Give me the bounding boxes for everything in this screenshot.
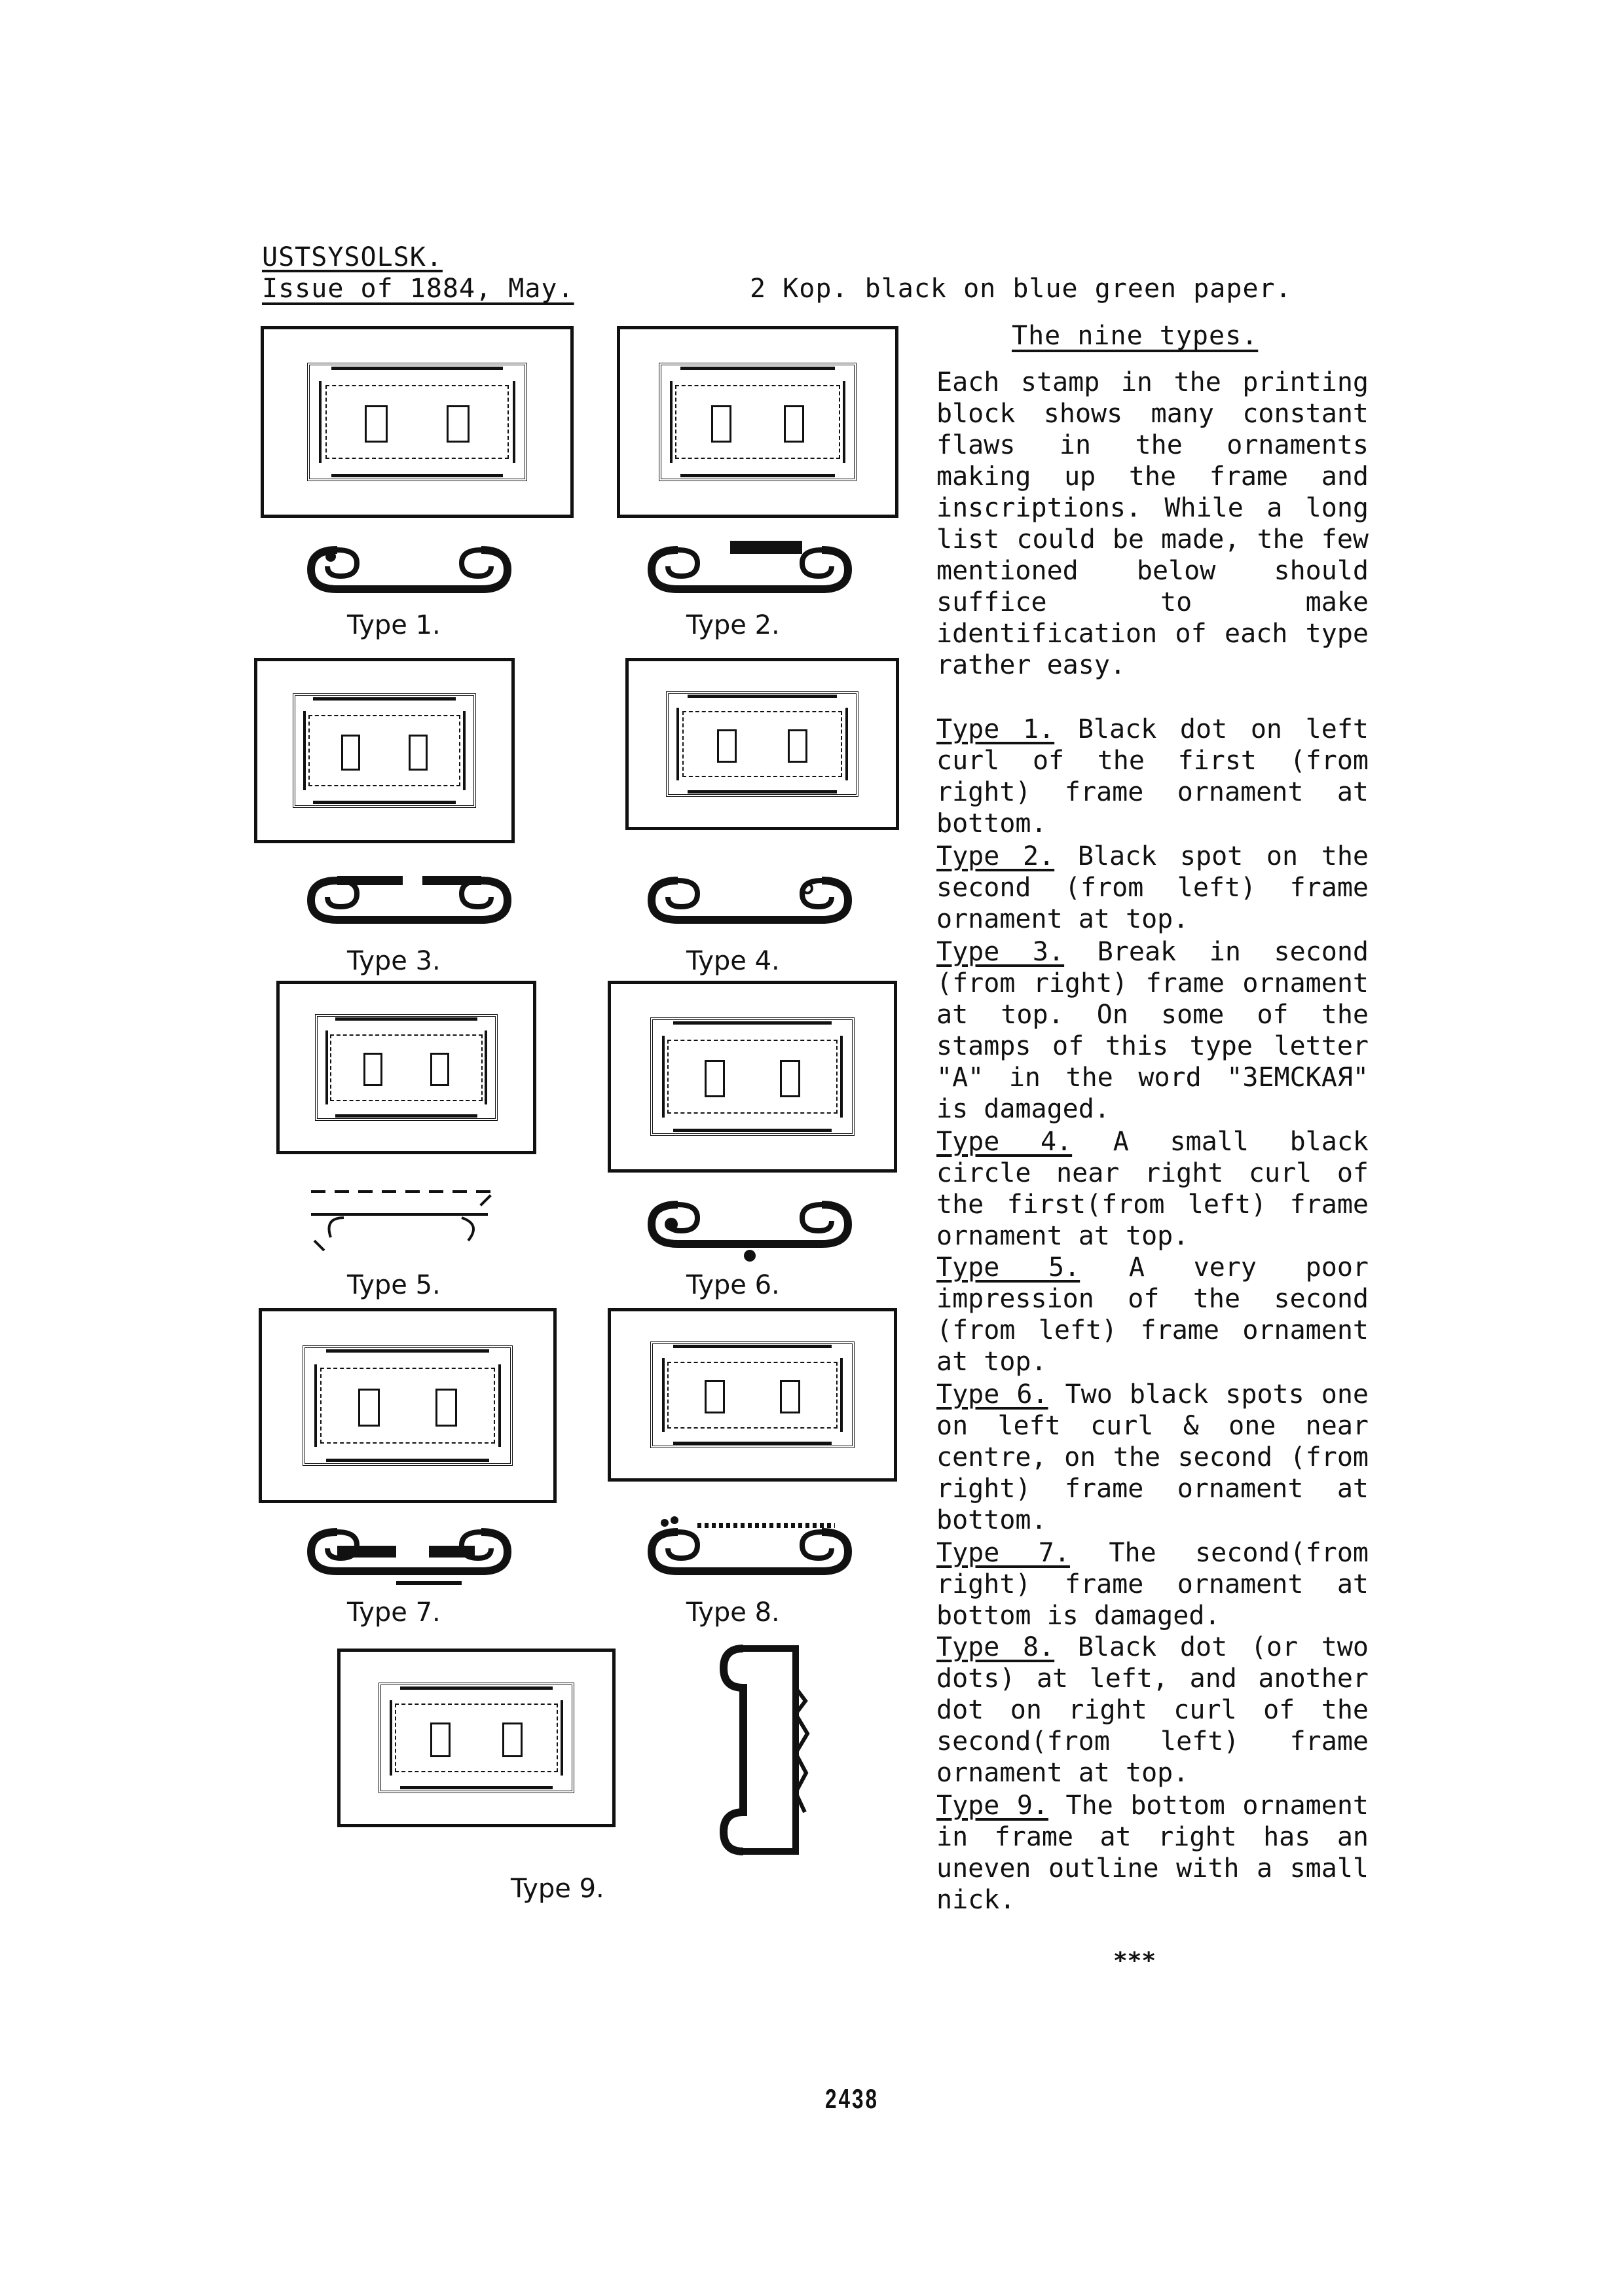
type-5-text: A very poor impression of the second (from left) frame ornament at top. bbox=[936, 1252, 1369, 1377]
ornament-type-8 bbox=[638, 1506, 861, 1597]
stamp-image-type-5 bbox=[276, 981, 536, 1154]
type-2-heading: Type 2. bbox=[936, 841, 1055, 871]
stamp-image-type-2 bbox=[617, 326, 898, 518]
type-1-description bbox=[936, 714, 1369, 839]
type-9-text: The bottom ornament in frame at right has an uneven outline with a small nick. bbox=[936, 1791, 1369, 1915]
caption-type-8: Type 8. bbox=[686, 1597, 780, 1628]
ornament-type-9 bbox=[717, 1629, 815, 1865]
stamp-image-type-3 bbox=[254, 658, 515, 843]
type-8-description bbox=[936, 1631, 1369, 1789]
type-1-text: Black dot on left curl of the first (from right) frame ornament at bottom. bbox=[936, 714, 1369, 839]
article-title: USTSYSOLSK. bbox=[262, 242, 443, 272]
type-6-description bbox=[936, 1379, 1369, 1536]
caption-type-3: Type 3. bbox=[347, 946, 441, 976]
caption-type-4: Type 4. bbox=[686, 946, 780, 976]
type-5-heading: Type 5. bbox=[936, 1252, 1080, 1283]
type-6-text: Two black spots one on left curl & one near centre, on the second (from right) frame ornament at bottom. bbox=[936, 1379, 1369, 1535]
caption-type-1: Type 1. bbox=[347, 610, 441, 640]
type-7-heading: Type 7. bbox=[936, 1538, 1070, 1568]
type-7-description bbox=[936, 1537, 1369, 1631]
issue-date: Issue of 1884, May. bbox=[262, 274, 574, 304]
type-8-text: Black dot (or two dots) at left, and another dot on right curl of the second(from left) frame ornament at top. bbox=[936, 1632, 1369, 1788]
type-3-description bbox=[936, 936, 1369, 1125]
type-6-heading: Type 6. bbox=[936, 1379, 1048, 1410]
type-4-text: A small black circle near right curl of the first(from left) frame ornament at top. bbox=[936, 1127, 1369, 1251]
type-1-heading: Type 1. bbox=[936, 714, 1055, 744]
type-4-description bbox=[936, 1126, 1369, 1252]
stamp-image-type-1 bbox=[261, 326, 574, 518]
intro-text: Each stamp in the printing block shows many constant flaws in the ornaments making up the frame and inscriptions. While a long list could be made, the few mentioned below should suffice to make identification of each type rather easy. bbox=[936, 367, 1369, 680]
stamp-image-type-4 bbox=[625, 658, 899, 830]
intro-paragraph bbox=[936, 367, 1369, 681]
type-7-text: The second(from right) frame ornament at bottom is damaged. bbox=[936, 1538, 1369, 1631]
type-5-description bbox=[936, 1252, 1369, 1377]
stamp-image-type-6 bbox=[608, 981, 897, 1173]
ornament-type-7 bbox=[298, 1506, 521, 1597]
stamp-image-type-9 bbox=[337, 1649, 616, 1827]
types-heading: The nine types. bbox=[1012, 321, 1259, 351]
type-8-heading: Type 8. bbox=[936, 1632, 1055, 1662]
ornament-type-1 bbox=[298, 524, 521, 609]
type-4-heading: Type 4. bbox=[936, 1127, 1073, 1157]
paper-description: 2 Kop. black on blue green paper. bbox=[750, 274, 1292, 304]
type-3-text: Break in second (from right) frame ornament at top. On some of the stamps of this type letter "A" in the word "ЗЕМСКАЯ" is damaged. bbox=[936, 937, 1369, 1124]
ornament-type-2 bbox=[638, 524, 861, 609]
type-3-heading: Type 3. bbox=[936, 937, 1065, 967]
type-2-description bbox=[936, 841, 1369, 935]
caption-type-2: Type 2. bbox=[686, 610, 780, 640]
caption-type-5: Type 5. bbox=[347, 1270, 441, 1300]
type-9-heading: Type 9. bbox=[936, 1791, 1049, 1821]
ornament-type-3 bbox=[298, 854, 521, 946]
section-end-stars: *** bbox=[1113, 1948, 1156, 1975]
ornament-type-5 bbox=[298, 1178, 521, 1257]
ornament-type-6 bbox=[638, 1178, 861, 1270]
stamp-image-type-8 bbox=[608, 1308, 897, 1482]
ornament-type-4 bbox=[638, 854, 861, 939]
page-number: 2438 bbox=[825, 2083, 879, 2114]
caption-type-7: Type 7. bbox=[347, 1597, 441, 1628]
stamp-image-type-7 bbox=[259, 1308, 557, 1503]
type-9-description bbox=[936, 1790, 1369, 1916]
caption-type-9: Type 9. bbox=[511, 1874, 604, 1904]
type-2-text: Black spot on the second (from left) frame ornament at top. bbox=[936, 841, 1369, 934]
caption-type-6: Type 6. bbox=[686, 1270, 780, 1300]
